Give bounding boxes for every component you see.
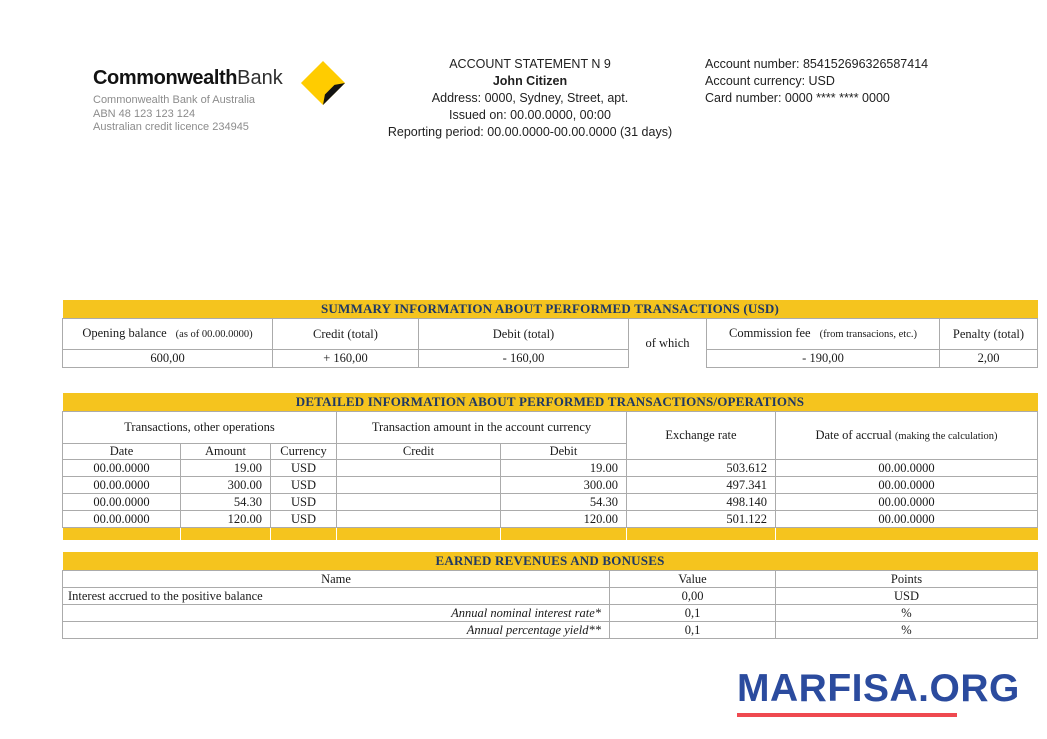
detailed-table-footer-band — [63, 528, 1038, 540]
transaction-row — [63, 460, 1038, 477]
bank-brand-name — [93, 66, 283, 90]
summary-col-commission: Commission fee (from transacions, etc.) — [707, 319, 940, 350]
marfisa-logo-text: MARFISA.ORG — [737, 667, 1020, 710]
detailed-table-title: DETAILED INFORMATION ABOUT PERFORMED TRANSACTIONS/OPERATIONS — [63, 393, 1038, 412]
earned-col-value: Value — [610, 571, 776, 588]
txn-credit — [337, 477, 501, 494]
earned-name: Interest accrued to the positive balance — [63, 588, 610, 605]
marfisa-watermark — [737, 667, 1020, 717]
statement-title: ACCOUNT STATEMENT N 9 — [449, 57, 611, 71]
col-date-of-accrual: Date of accrual (making the calculation) — [776, 412, 1038, 460]
col-amount: Amount — [181, 444, 271, 460]
txn-date: 00.00.0000 — [63, 494, 181, 511]
txn-date: 00.00.0000 — [63, 460, 181, 477]
transaction-row — [63, 511, 1038, 528]
txn-rate: 498.140 — [627, 494, 776, 511]
earned-value: 0,1 — [610, 605, 776, 622]
brand-name-bold: Commonwealth — [93, 67, 238, 89]
earned-revenues-table — [62, 552, 1038, 639]
detailed-transactions-table — [62, 393, 1038, 540]
summary-table — [62, 300, 1038, 368]
earned-points: % — [776, 622, 1038, 639]
txn-currency: USD — [271, 460, 337, 477]
earned-col-name: Name — [63, 571, 610, 588]
col-credit: Credit — [337, 444, 501, 460]
group-account-amount: Transaction amount in the account currency — [337, 412, 627, 444]
txn-accrual: 00.00.0000 — [776, 494, 1038, 511]
account-currency: Account currency: USD — [705, 74, 835, 88]
txn-currency: USD — [271, 511, 337, 528]
earned-col-points: Points — [776, 571, 1038, 588]
txn-date: 00.00.0000 — [63, 511, 181, 528]
txn-debit: 54.30 — [501, 494, 627, 511]
reporting-period: Reporting period: 00.00.0000-00.00.0000 (31 days) — [387, 125, 673, 139]
cba-diamond-icon — [300, 60, 346, 106]
txn-debit: 120.00 — [501, 511, 627, 528]
summary-value-credit: + 160,00 — [273, 350, 419, 368]
summary-col-opening: Opening balance (as of 00.00.0000) — [63, 319, 273, 350]
txn-accrual: 00.00.0000 — [776, 460, 1038, 477]
summary-value-commission: - 190,00 — [707, 350, 940, 368]
col-exchange-rate: Exchange rate — [627, 412, 776, 460]
summary-col-of-which: of which — [629, 319, 707, 368]
txn-credit — [337, 511, 501, 528]
summary-value-opening: 600,00 — [63, 350, 273, 368]
earned-value: 0,00 — [610, 588, 776, 605]
transaction-row — [63, 494, 1038, 511]
txn-accrual: 00.00.0000 — [776, 511, 1038, 528]
customer-address: Address: 0000, Sydney, Street, apt. — [431, 91, 629, 105]
earned-points: USD — [776, 588, 1038, 605]
earned-row — [63, 605, 1038, 622]
col-date: Date — [63, 444, 181, 460]
txn-credit — [337, 460, 501, 477]
summary-col-debit: Debit (total) — [419, 319, 629, 350]
customer-name: John Citizen — [492, 74, 568, 88]
txn-rate: 501.122 — [627, 511, 776, 528]
brand-name-light: Bank — [237, 67, 283, 89]
txn-amount: 19.00 — [181, 460, 271, 477]
summary-table-title: SUMMARY INFORMATION ABOUT PERFORMED TRANSACTIONS (USD) — [63, 300, 1038, 319]
txn-amount: 120.00 — [181, 511, 271, 528]
brand-subline-3: Australian credit licence 234945 — [93, 121, 249, 133]
brand-subline-2: ABN 48 123 123 124 — [93, 107, 196, 120]
summary-col-penalty: Penalty (total) — [940, 319, 1038, 350]
card-number: Card number: 0000 **** **** 0000 — [705, 91, 890, 105]
txn-amount: 300.00 — [181, 477, 271, 494]
earned-table-title: EARNED REVENUES AND BONUSES — [63, 552, 1038, 571]
marfisa-underline — [737, 713, 957, 717]
txn-credit — [337, 494, 501, 511]
txn-accrual: 00.00.0000 — [776, 477, 1038, 494]
txn-debit: 19.00 — [501, 460, 627, 477]
txn-amount: 54.30 — [181, 494, 271, 511]
txn-currency: USD — [271, 477, 337, 494]
col-debit: Debit — [501, 444, 627, 460]
summary-value-penalty: 2,00 — [940, 350, 1038, 368]
col-currency: Currency — [271, 444, 337, 460]
account-info-block — [705, 56, 928, 107]
earned-name: Annual percentage yield** — [63, 622, 610, 639]
txn-debit: 300.00 — [501, 477, 627, 494]
earned-points: % — [776, 605, 1038, 622]
brand-subline-1: Commonwealth Bank of Australia — [93, 94, 256, 106]
statement-header-block — [349, 56, 711, 141]
earned-name: Annual nominal interest rate* — [63, 605, 610, 622]
earned-value: 0,1 — [610, 622, 776, 639]
earned-row — [63, 588, 1038, 605]
account-number: Account number: 854152696326587414 — [705, 57, 929, 71]
bank-brand-block — [93, 66, 283, 135]
earned-row — [63, 622, 1038, 639]
txn-date: 00.00.0000 — [63, 477, 181, 494]
transaction-row — [63, 477, 1038, 494]
group-transactions: Transactions, other operations — [63, 412, 337, 444]
issued-on: Issued on: 00.00.0000, 00:00 — [449, 108, 611, 122]
txn-currency: USD — [271, 494, 337, 511]
txn-rate: 497.341 — [627, 477, 776, 494]
summary-value-debit: - 160,00 — [419, 350, 629, 368]
txn-rate: 503.612 — [627, 460, 776, 477]
summary-col-credit: Credit (total) — [273, 319, 419, 350]
